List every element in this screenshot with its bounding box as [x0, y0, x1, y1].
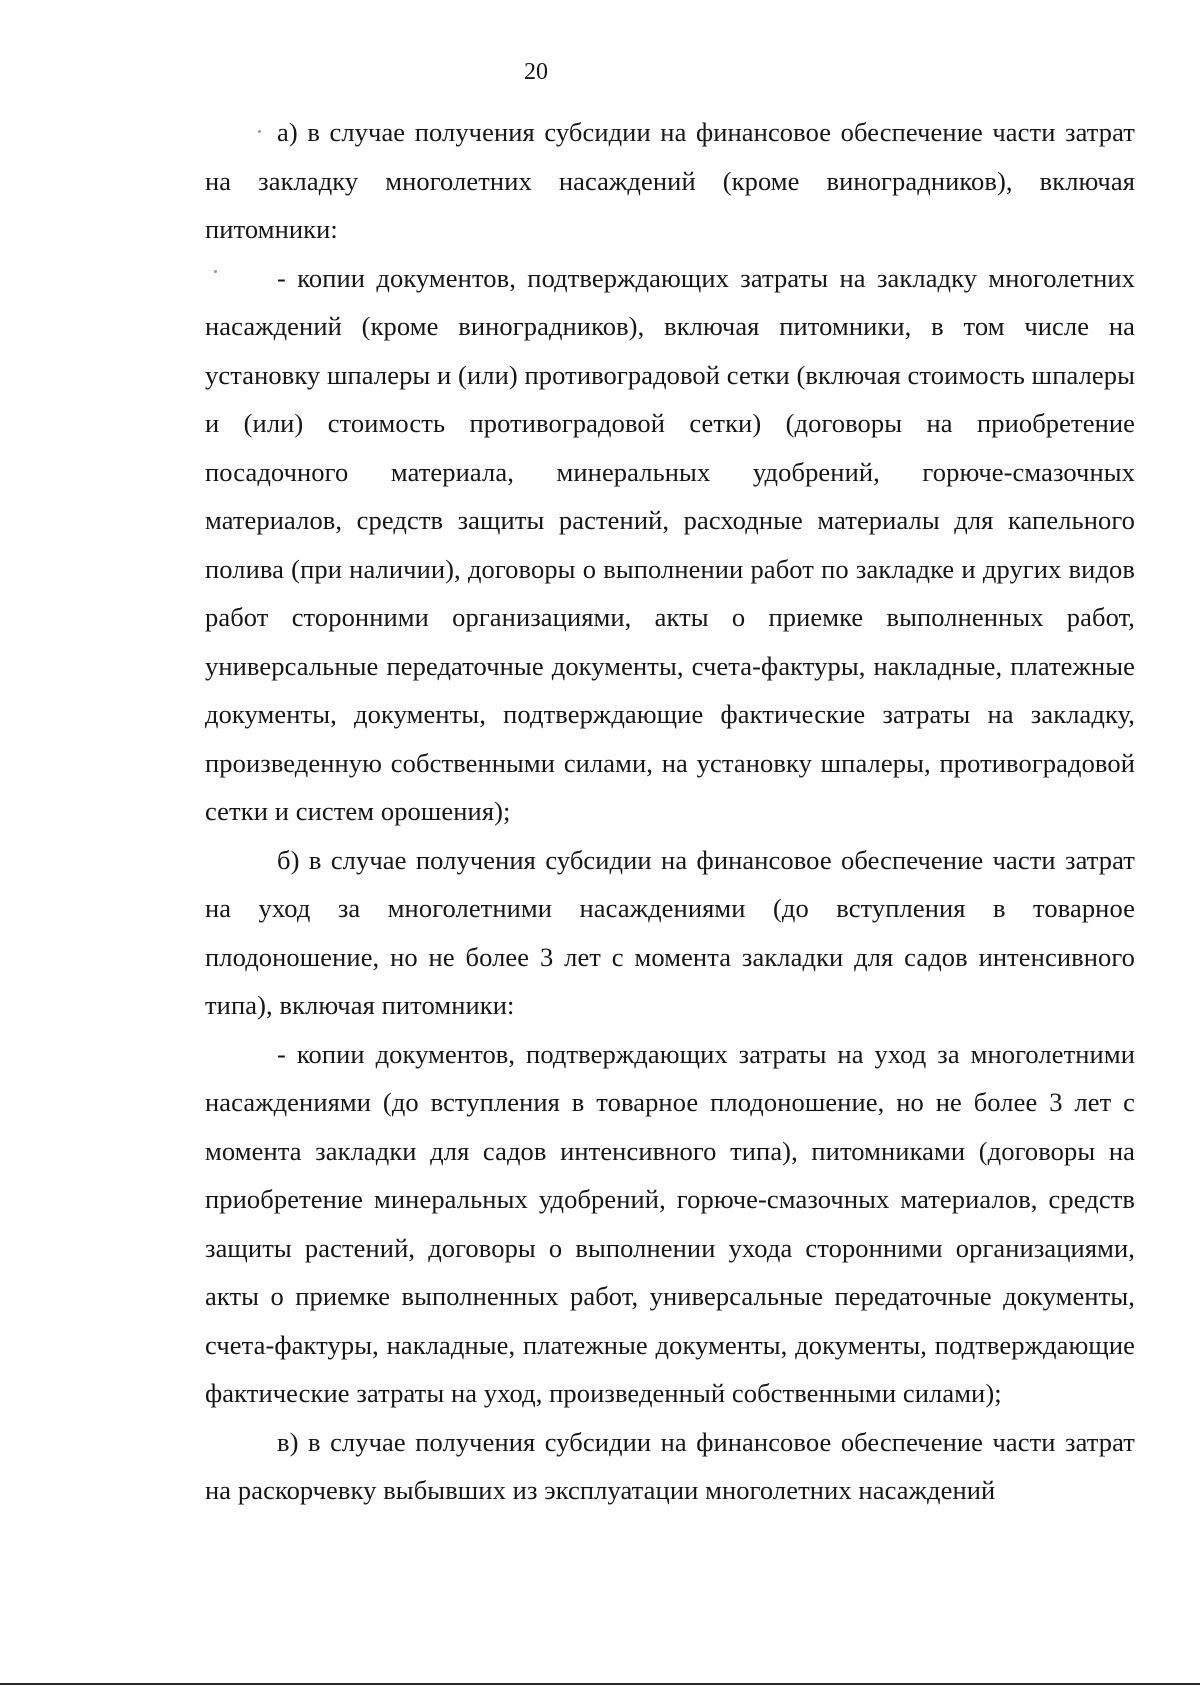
paragraph-a: а) в случае получения субсидии на финансовое обеспечение части затрат на закладку многолетних насаждений (кроме виноградников), включая питомники: [205, 117, 1135, 244]
document-body [205, 108, 1135, 1515]
paragraph-b-documents: - копии документов, подтверждающих затраты на уход за многолетними насаждениями (до вступления в товарное плодоношение, но не более 3 лет с момента закладки для садов интенсивного типа), питомниками (договоры на приобретение минеральных удобрений, горюче-смазочных материалов, средств защиты растений, договоры о выполнении ухода сторонними организациями, акты о приемке выполненных работ, универсальные передаточные документы, счета-фактуры, накладные, платежные документы, документы, подтверждающие фактические затраты на уход, произведенный собственными силами); [205, 1038, 1135, 1408]
paragraph-b: б) в случае получения субсидии на финансовое обеспечение части затрат на уход за многолетними насаждениями (до вступления в товарное плодоношение, но не более 3 лет с момента закладки для садов интенсивного типа), включая питомники: [205, 844, 1135, 1020]
paragraph-v: в) в случае получения субсидии на финансовое обеспечение части затрат на раскорчевку выбывших из эксплуатации многолетних насаждений [205, 1426, 1135, 1505]
page-number: 20 [524, 59, 548, 85]
scan-speck [214, 270, 217, 273]
scan-speck [258, 130, 261, 133]
paragraph-a-documents: - копии документов, подтверждающих затраты на закладку многолетних насаждений (кроме виноградников), включая питомники, в том числе на установку шпалеры и (или) противоградовой сетки (включая стоимость шпалеры и (или) стоимость противоградовой сетки) (договоры на приобретение посадочного материала, минеральных удобрений, горюче-смазочных материалов, средств защиты растений, расходные материалы для капельного полива (при наличии), договоры о выполнении работ по закладке и других видов работ сторонними организациями, акты о приемке выполненных работ, универсальные передаточные документы, счета-фактуры, накладные, платежные документы, документы, подтверждающие фактические затраты на закладку, произведенную собственными силами, на установку шпалеры, противоградовой сетки и систем орошения); [205, 262, 1136, 826]
scan-edge-line [0, 1683, 1200, 1685]
